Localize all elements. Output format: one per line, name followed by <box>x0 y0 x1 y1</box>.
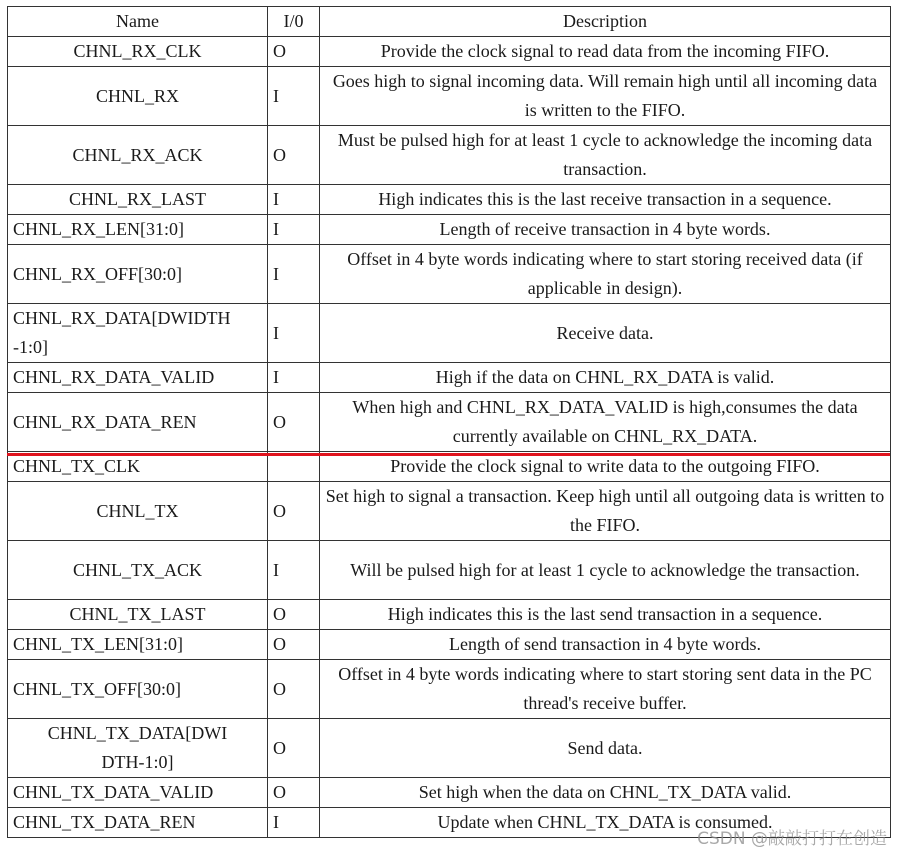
signal-description: High indicates this is the last receive transaction in a sequence. <box>320 185 891 215</box>
signal-direction: O <box>268 482 320 541</box>
header-io: I/0 <box>268 7 320 37</box>
table-row <box>8 37 891 67</box>
signal-name: CHNL_TX_DATA[DWI DTH-1:0] <box>8 719 268 778</box>
signal-name: CHNL_RX <box>8 67 268 126</box>
table-row <box>8 304 891 363</box>
header-description: Description <box>320 7 891 37</box>
signal-direction: I <box>268 185 320 215</box>
signal-direction: I <box>268 808 320 838</box>
signal-name: CHNL_RX_DATA_REN <box>8 393 268 452</box>
signal-description: When high and CHNL_RX_DATA_VALID is high,consumes the data currently available on CHNL_RX_DATA. <box>320 393 891 452</box>
signal-description: Update when CHNL_TX_DATA is consumed. <box>320 808 891 838</box>
signal-description: Send data. <box>320 719 891 778</box>
signal-direction: O <box>268 660 320 719</box>
table-row <box>8 363 891 393</box>
table-row <box>8 245 891 304</box>
signal-name: CHNL_RX_CLK <box>8 37 268 67</box>
table-row <box>8 630 891 660</box>
signal-description: Set high to signal a transaction. Keep high until all outgoing data is written to the FIFO. <box>320 482 891 541</box>
signal-direction: O <box>268 37 320 67</box>
signal-name: CHNL_TX_CLK <box>8 452 268 482</box>
signal-direction: I <box>268 67 320 126</box>
signal-description: Length of send transaction in 4 byte words. <box>320 630 891 660</box>
signal-name: CHNL_RX_LEN[31:0] <box>8 215 268 245</box>
signal-name: CHNL_RX_LAST <box>8 185 268 215</box>
signal-description: Length of receive transaction in 4 byte words. <box>320 215 891 245</box>
watermark: CSDN @敲敲打打在创造 <box>697 829 887 849</box>
signal-description: Must be pulsed high for at least 1 cycle to acknowledge the incoming data transaction. <box>320 126 891 185</box>
signal-name: CHNL_TX <box>8 482 268 541</box>
signal-name: CHNL_RX_DATA_VALID <box>8 363 268 393</box>
table-row <box>8 719 891 778</box>
table-row <box>8 778 891 808</box>
signal-direction: I <box>268 304 320 363</box>
signal-description: High if the data on CHNL_RX_DATA is valid. <box>320 363 891 393</box>
signal-name: CHNL_TX_DATA_REN <box>8 808 268 838</box>
signal-name: CHNL_RX_OFF[30:0] <box>8 245 268 304</box>
signal-name: CHNL_TX_ACK <box>8 541 268 600</box>
table-row <box>8 126 891 185</box>
table-body <box>8 37 891 838</box>
signal-name: CHNL_RX_ACK <box>8 126 268 185</box>
signal-description: Provide the clock signal to write data to the outgoing FIFO. <box>320 452 891 482</box>
table-row <box>8 482 891 541</box>
table-header-row <box>8 7 891 37</box>
header-name: Name <box>8 7 268 37</box>
table-row <box>8 215 891 245</box>
signal-description: Provide the clock signal to read data from the incoming FIFO. <box>320 37 891 67</box>
signal-direction: I <box>268 215 320 245</box>
signal-direction: O <box>268 630 320 660</box>
table-row <box>8 185 891 215</box>
signal-description: Offset in 4 byte words indicating where to start storing received data (if applicable in design). <box>320 245 891 304</box>
signal-name: CHNL_RX_DATA[DWIDTH -1:0] <box>8 304 268 363</box>
table-row <box>8 452 891 482</box>
signal-table <box>7 6 891 838</box>
table-row <box>8 660 891 719</box>
signal-direction: O <box>268 600 320 630</box>
signal-direction: I <box>268 363 320 393</box>
signal-name: CHNL_TX_LEN[31:0] <box>8 630 268 660</box>
table-row <box>8 541 891 600</box>
signal-direction: O <box>268 126 320 185</box>
signal-description: Set high when the data on CHNL_TX_DATA valid. <box>320 778 891 808</box>
signal-direction: O <box>268 719 320 778</box>
table-row <box>8 600 891 630</box>
signal-direction: O <box>268 393 320 452</box>
signal-name: CHNL_TX_DATA_VALID <box>8 778 268 808</box>
red-divider-line <box>7 453 890 456</box>
table-row <box>8 67 891 126</box>
signal-description: Will be pulsed high for at least 1 cycle to acknowledge the transaction. <box>320 541 891 600</box>
signal-description: High indicates this is the last send transaction in a sequence. <box>320 600 891 630</box>
signal-direction: I <box>268 541 320 600</box>
signal-name: CHNL_TX_OFF[30:0] <box>8 660 268 719</box>
signal-direction: O <box>268 778 320 808</box>
table-row <box>8 393 891 452</box>
signal-description: Goes high to signal incoming data. Will remain high until all incoming data is written to the FIFO. <box>320 67 891 126</box>
signal-description: Receive data. <box>320 304 891 363</box>
signal-direction <box>268 452 320 482</box>
signal-description: Offset in 4 byte words indicating where to start storing sent data in the PC thread's receive buffer. <box>320 660 891 719</box>
signal-name: CHNL_TX_LAST <box>8 600 268 630</box>
signal-direction: I <box>268 245 320 304</box>
